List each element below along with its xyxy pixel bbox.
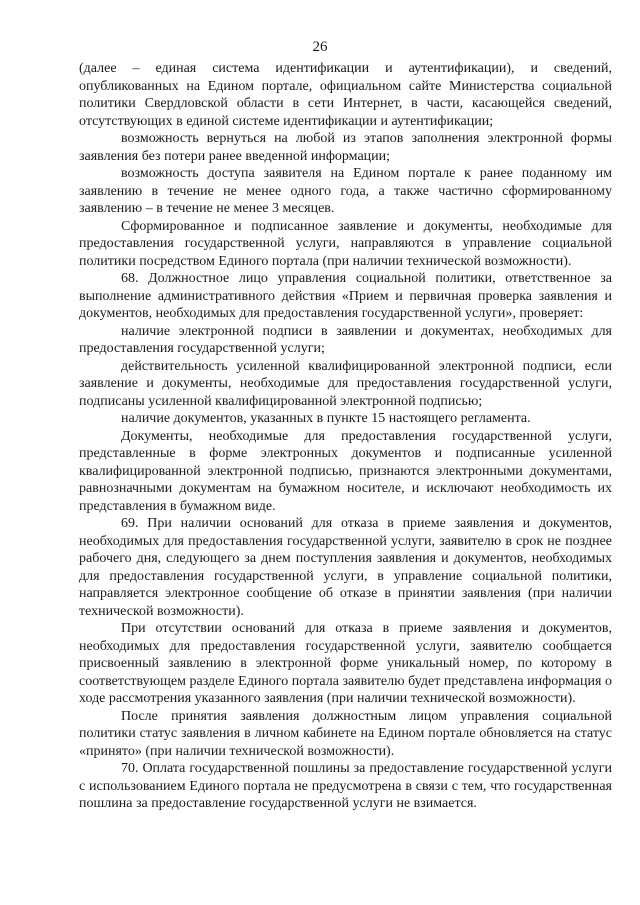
paragraph-item-69: 69. При наличии оснований для отказа в приеме заявления и документов, необходимых для предоставления государственной услуги, заявителю в срок не позднее рабочего дня, следующего за днем поступления заявления и документов, необходимых для предоставления государственной услуги, в управление социальной политики, направляется электронное сообщение об отказе в принятии заявления (при наличии технической возможности). — [79, 516, 612, 619]
paragraph: возможность доступа заявителя на Едином портале к ранее поданному им заявлению в течение не менее одного года, а также частично сформированному заявлению – в течение не менее 3 месяцев. — [79, 166, 612, 216]
paragraph-item-70: 70. Оплата государственной пошлины за предоставление государственной услуги с использованием Единого портала не предусмотрена в связи с тем, что государственная пошлина за предоставление государственной услуги не взимается. — [79, 761, 612, 811]
paragraph: После принятия заявления должностным лицом управления социальной политики статус заявления в личном кабинете на Едином портале обновляется на статус «принято» (при наличии технической возможности). — [79, 708, 612, 759]
paragraph: возможность вернуться на любой из этапов заполнения электронной формы заявления без потери ранее введенной информации; — [79, 131, 612, 164]
paragraph: действительность усиленной квалифицированной электронной подписи, если заявление и документы, необходимые для предоставления государственной услуги, подписаны усиленной квалифицированной электронной подписью; — [79, 358, 612, 409]
paragraph-item-68: 68. Должностное лицо управления социальной политики, ответственное за выполнение административного действия «Прием и первичная проверка заявления и документов, необходимых для предоставления государственной услуги», проверяет: — [79, 271, 612, 321]
paragraph: Документы, необходимые для предоставления государственной услуги, представленные в форме электронных документов и подписанные усиленной квалифицированной электронной подписью, признаются электронными документами, равнозначными документам на бумажном носителе, и исключают необходимость их представления в бумажном виде. — [79, 428, 612, 514]
paragraph: (далее – единая система идентификации и аутентификации), и сведений, опубликованных на Едином портале, официальном сайте Министерства социальной политики Свердловской области в сети Интернет, в части, касающейся сведений, отсутствующих в единой системе идентификации и аутентификации; — [79, 61, 612, 129]
paragraph: При отсутствии оснований для отказа в приеме заявления и документов, необходимых для предоставления государственной услуги, заявителю сообщается присвоенный заявлению в электронной форме уникальный номер, по которому в соответствующем разделе Единого портала заявителю будет представлена информация о ходе рассмотрения указанного заявления (при наличии технической возможности). — [79, 621, 612, 706]
paragraph: наличие документов, указанных в пункте 15 настоящего регламента. — [121, 411, 531, 426]
page-number: 26 — [312, 39, 328, 55]
paragraph: наличие электронной подписи в заявлении и документах, необходимых для предоставления государственной услуги; — [79, 323, 612, 356]
document-body — [79, 60, 612, 813]
paragraph: Сформированное и подписанное заявление и документы, необходимые для предоставления государственной услуги, направляются в управление социальной политики посредством Единого портала (при наличии технической возможности). — [79, 218, 612, 269]
